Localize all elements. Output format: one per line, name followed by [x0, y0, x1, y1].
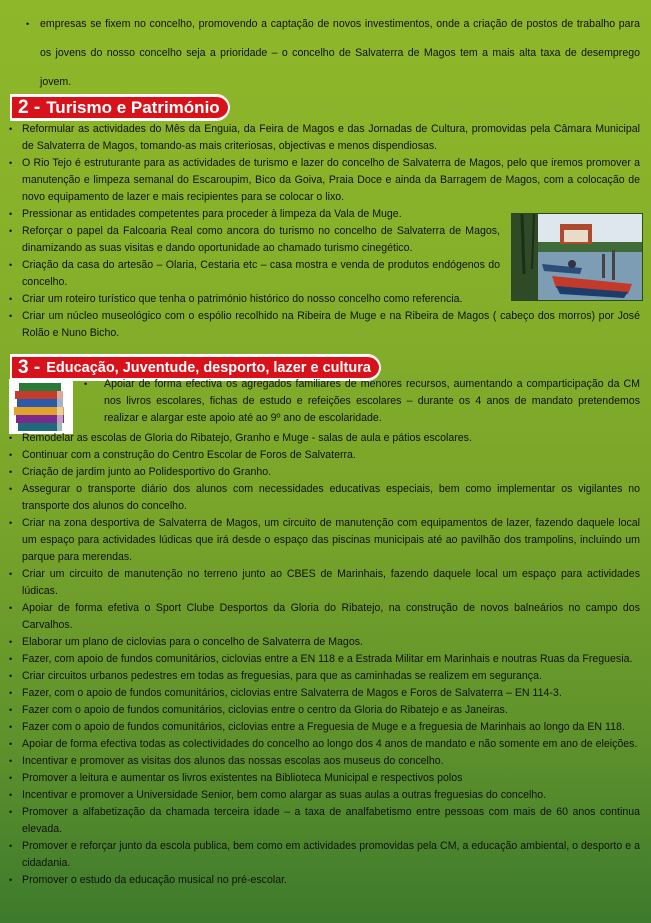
list-item: • Promover a alfabetização da chamada terceira idade – a taxa de analfabetismo entre pessoas com mais de 60 anos continua elevada. [0, 804, 640, 838]
section-2-heading [10, 94, 230, 121]
list-item: • Fazer com o apoio de fundos comunitários, ciclovias entre a Freguesia de Muge e a freguesia de Marinhais ao longo da EN 118. [0, 719, 640, 736]
list-item: • Criar na zona desportiva de Salvaterra de Magos, um circuito de manutenção com equipamentos de lazer, fazendo daquele local um espaço para actividades lúdicas que irá desde o espaço das piscinas municipais até ao pavilhão dos trampolins, incluindo um parque para merendas. [0, 515, 640, 566]
section-title: Educação, Juventude, desporto, lazer e cultura [46, 359, 371, 376]
list-item: • Incentivar e promover as visitas dos alunos das nossas escolas aos museus do concelho. [0, 753, 640, 770]
list-item: • Remodelar as escolas de Gloria do Ribatejo, Granho e Muge - salas de aula e pátios escolares. [0, 430, 640, 447]
list-item: • Incentivar e promover a Universidade Senior, bem como alargar as suas aulas a outras freguesias do concelho. [0, 787, 640, 804]
list-item: • Criar um roteiro turístico que tenha o património histórico do nosso concelho como referencia. [0, 291, 640, 308]
list-item: • Assegurar o transporte diário dos alunos com necessidades educativas especiais, bem como implementar os vigilantes no transporte dos alunos do concelho. [0, 481, 640, 515]
list-item: • Reformular as actividades do Mês da Enguia, da Feira de Magos e das Jornadas de Cultura, promovidas pela Câmara Municipal de Salvaterra de Magos, tomando-as mais criteriosas, objectivas e menos dispendiosas. [0, 121, 640, 155]
list-item: • Promover a leitura e aumentar os livros existentes na Biblioteca Municipal e respectivos polos [0, 770, 640, 787]
list-item: • Criar um circuito de manutenção no terreno junto ao CBES de Marinhais, fazendo daquele local um espaço para actividades lúdicas. [0, 566, 640, 600]
list-item: • Apoiar de forma efetiva o Sport Clube Desportos da Gloria do Ribatejo, na construção de novos balneários no campo dos Carvalhos. [0, 600, 640, 634]
list-item: • Reforçar o papel da Falcoaria Real como ancora do turismo no concelho de Salvaterra de Magos, dinamizando as suas visitas e dando oportunidade ao chamado turismo cinegético. [0, 223, 640, 257]
intro-list [0, 10, 640, 97]
list-item: • Promover e reforçar junto da escola publica, bem como em actividades promovidas pela CM, a educação ambiental, o desporto e a cidadania. [0, 838, 640, 872]
list-item: • Pressionar as entidades competentes para proceder à limpeza da Vala de Muge. [0, 206, 640, 223]
section-number: 2 - [18, 96, 41, 118]
list-item: • Fazer com o apoio de fundos comunitários, ciclovias entre o centro da Gloria do Ribatejo e as Janeiras. [0, 702, 640, 719]
list-item: • Criação da casa do artesão – Olaria, Cestaria etc – casa mostra e venda de produtos endógenos do concelho. [0, 257, 640, 291]
list-item: • Apoiar de forma efectiva os agregados familiares de menores recursos, aumentando a comparticipação da CM nos livros escolares, fichas de estudo e refeições escolares – durante os 4 anos de mandato pretendemos realizar e alargar este apoio até ao 9º ano de escolaridade. [0, 376, 640, 427]
list-item: • Criação de jardim junto ao Polidesportivo do Granho. [0, 464, 640, 481]
list-item: • Fazer, com o apoio de fundos comunitários, ciclovias entre Salvaterra de Magos e Foros de Salvaterra – EN 114-3. [0, 685, 640, 702]
section-number: 3 - [18, 356, 41, 378]
list-item: • Fazer, com apoio de fundos comunitários, ciclovias entre a EN 118 e a Estrada Militar em Marinhais e noutras Ruas da Freguesia. [0, 651, 640, 668]
list-item: • Elaborar um plano de ciclovias para o concelho de Salvaterra de Magos. [0, 634, 640, 651]
section-3-list [0, 376, 640, 889]
section-title: Turismo e Património [46, 97, 220, 117]
list-item: • Criar um núcleo museológico com o espólio recolhido na Ribeira de Muge e na Ribeira de Magos ( cabeço dos morros) por José Rolão e Nuno Bicho. [0, 308, 640, 342]
list-item: • empresas se fixem no concelho, promovendo a captação de novos investimentos, onde a criação de postos de trabalho para os jovens do nosso concelho seja a prioridade – o concelho de Salvaterra de Magos tem a mais alta taxa de desemprego jovem. [0, 10, 640, 97]
list-item: • Apoiar de forma efectiva todas as colectividades do concelho ao longo dos 4 anos de mandato e não somente em ano de eleições. [0, 736, 640, 753]
list-item: • Continuar com a construção do Centro Escolar de Foros de Salvaterra. [0, 447, 640, 464]
river-boats-photo [511, 213, 643, 301]
list-item: • Promover o estudo da educação musical no pré-escolar. [0, 872, 640, 889]
list-item: • Criar circuitos urbanos pedestres em todas as freguesias, para que as caminhadas se realizem em segurança. [0, 668, 640, 685]
list-item: • O Rio Tejo é estruturante para as actividades de turismo e lazer do concelho de Salvaterra de Magos, pelo que iremos promover a manutenção e limpeza semanal do Escaroupim, Bico da Goiva, Praia Doce e ainda da Barragem de Magos, com a colocação de novo equipamento de lazer e mais recipientes para se colocar o lixo. [0, 155, 640, 206]
